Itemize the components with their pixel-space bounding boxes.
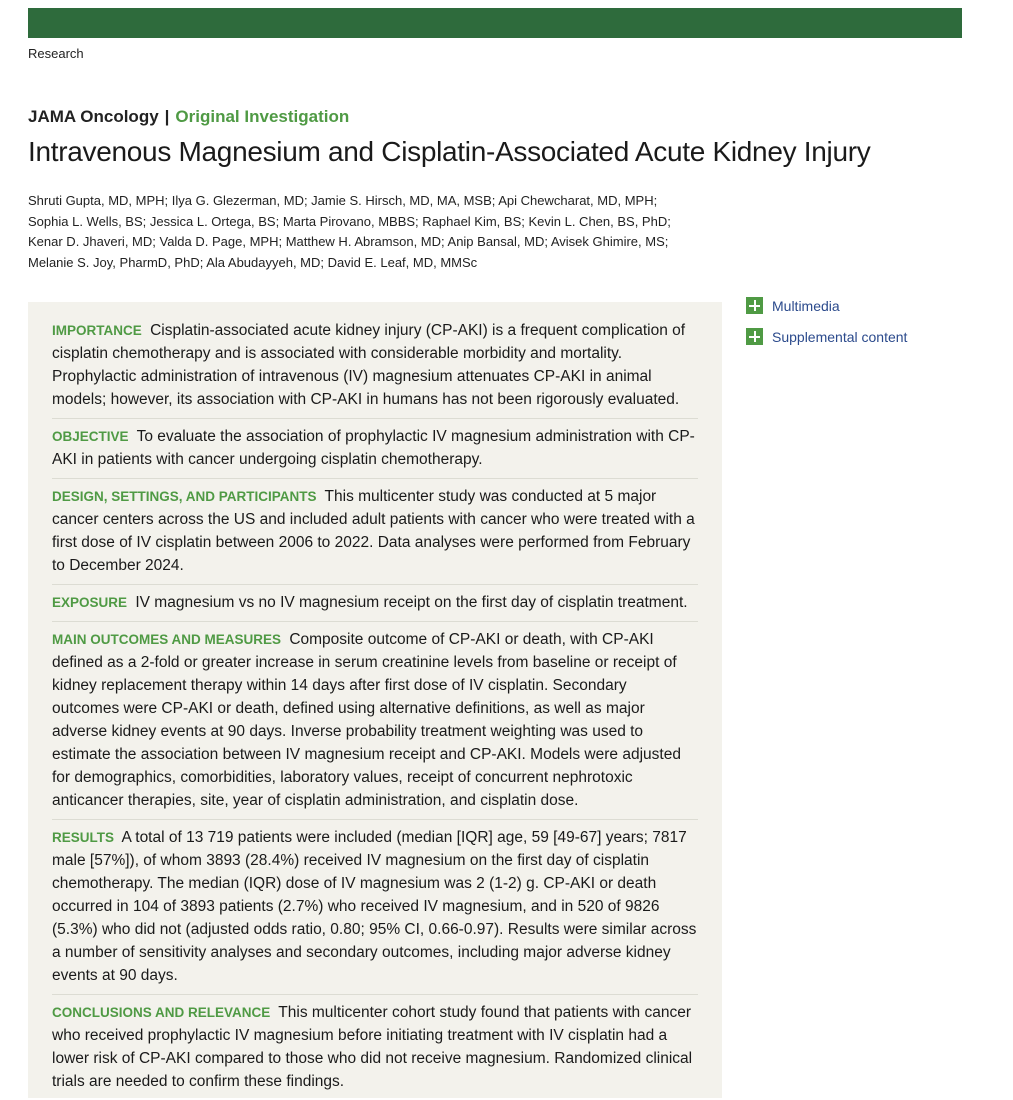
abstract-results bbox=[52, 826, 698, 995]
abstract-exposure bbox=[52, 591, 698, 622]
abstract-outcomes bbox=[52, 628, 698, 820]
abstract-heading: MAIN OUTCOMES AND MEASURES bbox=[52, 632, 282, 647]
journal-line bbox=[28, 107, 349, 127]
header-bar bbox=[28, 8, 962, 38]
multimedia-link-label[interactable]: Multimedia bbox=[772, 297, 840, 314]
plus-icon[interactable] bbox=[746, 297, 763, 314]
abstract-heading: CONCLUSIONS AND RELEVANCE bbox=[52, 1005, 271, 1020]
plus-icon[interactable] bbox=[746, 328, 763, 345]
abstract-text: This multicenter cohort study found that patients with cancer who received prophylactic IV magnesium before initiating treatment with IV cisplatin had a lower risk of CP-AKI compared to those who did not receive magnesium. Randomized clinical trials are needed to confirm these findings. bbox=[52, 1004, 693, 1090]
author-line: Kenar D. Jhaveri, MD; Valda D. Page, MPH; Matthew H. Abramson, MD; Anip Bansal, MD; Avisek Ghimire, MS; bbox=[28, 234, 669, 249]
abstract-heading: IMPORTANCE bbox=[52, 323, 142, 338]
abstract-importance bbox=[52, 319, 698, 419]
journal-separator: | bbox=[164, 107, 170, 126]
supplemental-content-link-label[interactable]: Supplemental content bbox=[772, 328, 908, 345]
article-title: Intravenous Magnesium and Cisplatin-Associated Acute Kidney Injury bbox=[28, 136, 871, 167]
author-line: Shruti Gupta, MD, MPH; Ilya G. Glezerman, MD; Jamie S. Hirsch, MD, MA, MSB; Api Chewcharat, MD, MPH; bbox=[28, 193, 658, 208]
abstract-text: This multicenter study was conducted at 5 major cancer centers across the US and included adult patients with cancer who were treated with a first dose of IV cisplatin between 2006 to 2022. Data analyses were performed from February to December 2024. bbox=[52, 488, 695, 574]
author-line: Melanie S. Joy, PharmD, PhD; Ala Abudayyeh, MD; David E. Leaf, MD, MMSc bbox=[28, 254, 478, 270]
author-line: Sophia L. Wells, BS; Jessica L. Ortega, BS; Marta Pirovano, MBBS; Raphael Kim, BS; Kevin L. Chen, BS, PhD; bbox=[28, 213, 671, 229]
abstract-heading: OBJECTIVE bbox=[52, 429, 129, 444]
abstract-text: To evaluate the association of prophylactic IV magnesium administration with CP-AKI in patients with cancer undergoing cisplatin chemotherapy. bbox=[52, 428, 695, 468]
supplemental-content-link[interactable] bbox=[746, 328, 907, 345]
journal-name: JAMA Oncology bbox=[28, 107, 159, 126]
abstract-text: Cisplatin-associated acute kidney injury (CP-AKI) is a frequent complication of cisplatin chemotherapy and is associated with considerable morbidity and mortality. Prophylactic administration of intravenous (IV) magnesium attenuates CP-AKI in animal models; however, its association with CP-AKI in humans has not been rigorously evaluated. bbox=[52, 322, 686, 408]
abstract-conclusions bbox=[52, 1001, 698, 1100]
abstract-objective bbox=[52, 425, 698, 479]
abstract-text: Composite outcome of CP-AKI or death, with CP-AKI defined as a 2-fold or greater increase in serum creatinine levels from baseline or receipt of kidney replacement therapy within 14 days after first dose of IV cisplatin. Secondary outcomes were CP-AKI or death, defined using alternative definitions, as well as major adverse kidney events at 90 days. Inverse probability treatment weighting was used to estimate the association between IV magnesium receipt and CP-AKI. Models were adjusted for demographics, comorbidities, laboratory values, receipt of concurrent nephrotoxic anticancer therapies, site, year of cisplatin administration, and cisplatin dose. bbox=[52, 631, 681, 809]
author-list bbox=[28, 191, 728, 273]
abstract bbox=[28, 302, 722, 1098]
abstract-heading: RESULTS bbox=[52, 830, 115, 845]
abstract-design bbox=[52, 485, 698, 585]
abstract-text: IV magnesium vs no IV magnesium receipt on the first day of cisplatin treatment. bbox=[135, 594, 688, 611]
article-type: Original Investigation bbox=[175, 107, 350, 126]
sidebar-links bbox=[746, 297, 907, 359]
abstract-heading: EXPOSURE bbox=[52, 595, 128, 610]
abstract-heading: DESIGN, SETTINGS, AND PARTICIPANTS bbox=[52, 489, 317, 504]
abstract-text: A total of 13 719 patients were included (median [IQR] age, 59 [49-67] years; 7817 male [57%]), of whom 3893 (28.4%) received IV magnesium on the first day of cisplatin chemotherapy. The median (IQR) dose of IV magnesium was 2 (1-2) g. CP-AKI or death occurred in 104 of 3893 patients (2.7%) who received IV magnesium, and in 520 of 9826 (5.3%) who did not (adjusted odds ratio, 0.80; 95% CI, 0.66-0.97). Results were similar across a number of sensitivity analyses and secondary outcomes, including major adverse kidney events at 90 days. bbox=[52, 829, 697, 984]
multimedia-link[interactable] bbox=[746, 297, 907, 314]
section-label: Research bbox=[28, 46, 84, 61]
